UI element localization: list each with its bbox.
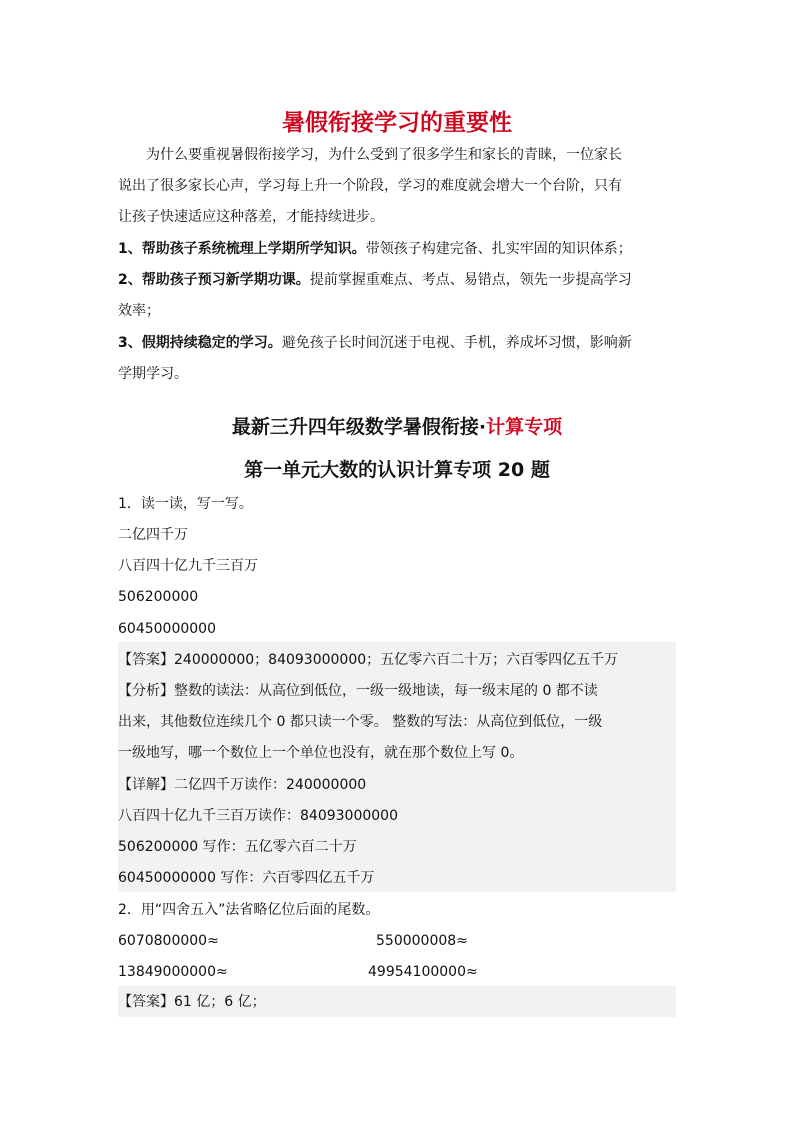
- q1-analysis-1: 【分析】整数的读法：从高位到低位，一级一级地读，每一级末尾的 0 都不读: [118, 683, 598, 699]
- q2-item-3: 13849000000≈: [118, 964, 228, 980]
- section-heading-highlight: 计算专项: [486, 416, 563, 438]
- q1-item-1: 二亿四千万: [118, 527, 188, 543]
- point-1-bold: 1、帮助孩子系统梳理上学期所学知识。: [118, 241, 366, 257]
- intro-line-2: 说出了很多家长心声，学习每上升一个阶段，学习的难度就会增大一个台阶，只有: [118, 178, 622, 194]
- section-heading-main: 最新三升四年级数学暑假衔接·: [231, 416, 487, 438]
- q1-prompt: 1．读一读，写一写。: [118, 496, 253, 512]
- point-2: [118, 270, 678, 290]
- q1-detail-1: 【详解】二亿四千万读作：240000000: [118, 777, 367, 793]
- point-3-cont: 学期学习。: [118, 366, 188, 382]
- point-1: [118, 239, 678, 259]
- q2-prompt: 2．用“四舍五入”法省略亿位后面的尾数。: [118, 902, 380, 918]
- point-3: [118, 333, 678, 353]
- q1-detail-3: 506200000 写作：五亿零六百二十万: [118, 839, 357, 855]
- q1-item-3: 506200000: [118, 589, 199, 605]
- point-3-text: 避免孩子长时间沉迷于电视、手机，养成坏习惯，影响新: [281, 335, 632, 351]
- unit-heading: 第一单元大数的认识计算专项 20 题: [244, 459, 550, 481]
- point-2-cont: 效率；: [118, 303, 160, 319]
- section-heading: [0, 412, 794, 439]
- page-title: 暑假衔接学习的重要性: [282, 110, 512, 136]
- q2-item-4: 49954100000≈: [368, 964, 478, 980]
- intro-line-1: 为什么要重视暑假衔接学习，为什么受到了很多学生和家长的青睐，一位家长: [146, 147, 622, 163]
- q2-answer: 【答案】61 亿；6 亿；: [118, 994, 266, 1010]
- q2-item-2: 550000008≈: [376, 933, 468, 949]
- q1-item-4: 60450000000: [118, 621, 216, 637]
- point-2-bold: 2、帮助孩子预习新学期功课。: [118, 272, 310, 288]
- point-2-text: 提前掌握重难点、考点、易错点，领先一步提高学习: [309, 272, 632, 288]
- q1-detail-4: 60450000000 写作：六百零四亿五千万: [118, 870, 375, 886]
- q1-analysis-2: 出来，其他数位连续几个 0 都只读一个零。 整数的写法：从高位到低位，一级: [118, 714, 603, 730]
- q1-answer: 【答案】240000000；84093000000；五亿零六百二十万；六百零四亿五千万: [118, 652, 619, 668]
- q1-detail-2: 八百四十亿九千三百万读作：84093000000: [118, 808, 398, 824]
- point-3-bold: 3、假期持续稳定的学习。: [118, 335, 282, 351]
- q2-item-1: 6070800000≈: [118, 933, 219, 949]
- intro-line-3: 让孩子快速适应这种落差，才能持续进步。: [118, 209, 384, 225]
- point-1-text: 带领孩子构建完备、扎实牢固的知识体系；: [365, 241, 632, 257]
- q1-item-2: 八百四十亿九千三百万: [118, 558, 258, 574]
- q1-analysis-3: 一级地写，哪一个数位上一个单位也没有，就在那个数位上写 0。: [118, 745, 524, 761]
